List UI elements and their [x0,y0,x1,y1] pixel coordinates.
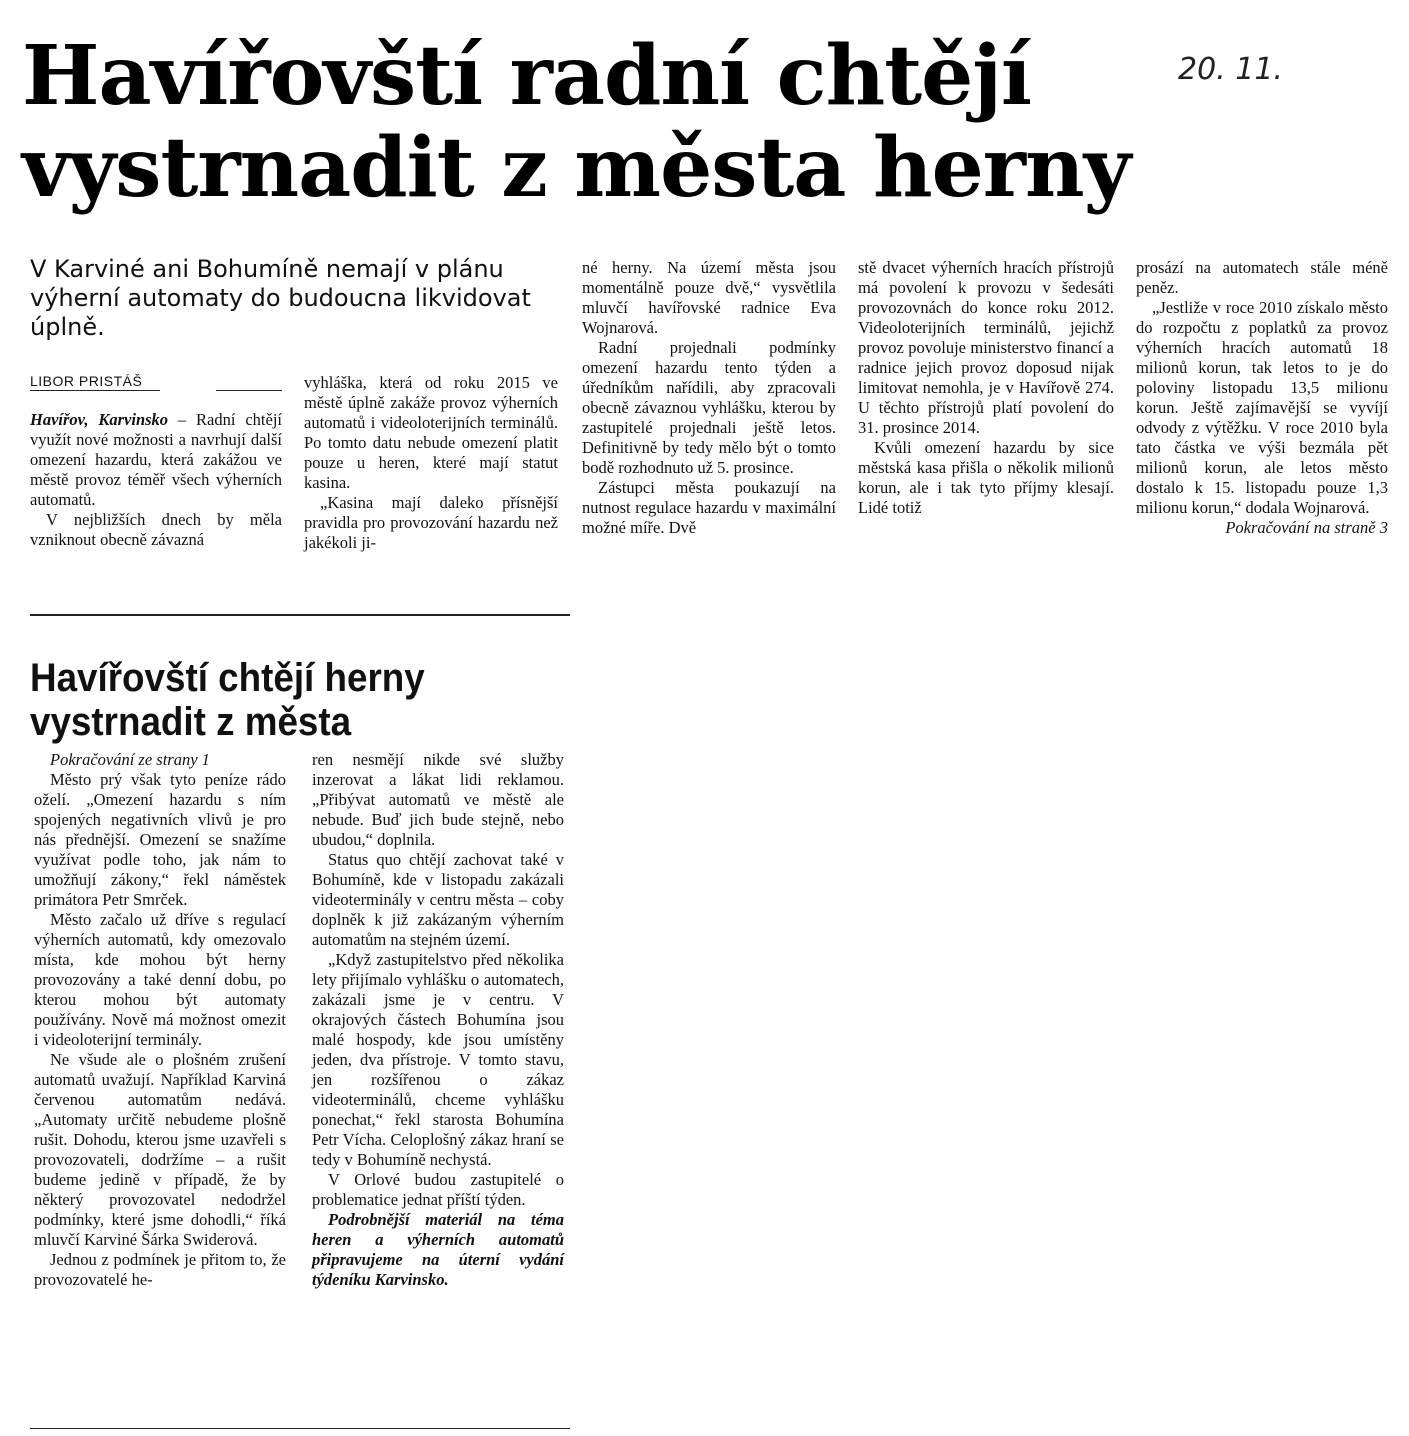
section-divider [30,614,570,616]
byline-rule-short [216,390,282,391]
article2-headline-line-1: Havířovští chtějí herny [30,656,425,700]
article2-headline-line-2: vystrnadit z města [30,700,352,744]
article2-col2-paragraph-4: V Orlové budou zastupitelé o problematice jednat příští týden. [312,1170,564,1209]
bottom-rule [30,1428,570,1429]
article1-column-5 [1136,258,1388,538]
article1-col1-paragraph-1 [30,410,282,510]
article2-col1-paragraph-3: Ne všude ale o plošném zrušení automatů uvažují. Například Karviná červenou automatům nedává. „Automaty určitě nebudeme plošně rušit. Dohodu, kterou jsme uzavřeli s provozovateli, dodržíme – a rušit budeme jedině v případě, že by některý provozovatel nedodržel podmínky, které jsme dohodli,“ říká mluvčí Karviné Šárka Swiderová. [34,1050,286,1249]
article2-headline [30,656,508,744]
article2-col1-paragraph-2: Město začalo už dříve s regulací výherních automatů, kdy omezovalo místa, kde mohou být herny provozovány a také denní dobu, po kterou mohou být automaty používány. Nově má možnost omezit i videoloterijní terminály. [34,910,286,1049]
byline-rule [30,390,160,391]
headline [22,30,1202,214]
dateline: Havířov, Karvinsko [30,410,169,429]
lead-paragraph: V Karviné ani Bohumíně nemají v plánu výherní automaty do budoucna likvidovat úplně. [30,255,531,341]
article1-col5-paragraph-2: „Jestliže v roce 2010 získalo město do rozpočtu z poplatků za provoz výherních hracích automatů 18 milionů korun, tak letos to je do poloviny listopadu 13,5 milionu korun. Ještě zajímavější se vyvíjí odvody z výtěžku. V roce 2010 byla tato částka ve výši bezmála pět milionů korun, ale letos město dostalo k 15. listopadu pouze 1,3 milionu korun,“ dodala Wojnarová. [1136,298,1388,517]
article1-col4-paragraph-1: stě dvacet výherních hracích přístrojů má povolení k provozu v šedesáti provozovnách do konce roku 2012. Videoloterijních terminálů, jejichž provoz povoluje ministerstvo financí a radnice jejich provoz doposud nijak limitovat nemohla, je v Havířově 274. U těchto přístrojů platí povolení do 31. prosince 2014. [858,258,1114,437]
article1-col1-p1-text: – Radní chtějí využít nové možnosti a navrhují další omezení hazardu, která zakážou ve městě provoz téměř všech výherních automatů. [30,410,282,509]
article1-col2-paragraph-2: „Kasina mají daleko přísnější pravidla pro provozování hazardu než jakékoli ji- [304,493,558,552]
continued-on-page-note: Pokračování na straně 3 [1225,518,1388,537]
article2-col2-paragraph-2: Status quo chtějí zachovat také v Bohumíně, kde v listopadu zakázali videoterminály v centru města – coby doplněk k již zakázaným výherním automatům na stejném území. [312,850,564,949]
article1-col4-paragraph-2: Kvůli omezení hazardu by sice městská kasa přišla o několik milionů korun, ale i tak tyto příjmy klesají. Lidé totiž [858,438,1114,517]
article2-col2-paragraph-1: ren nesmějí nikde své služby inzerovat a lákat lidi reklamou. „Přibývat automatů ve městě ale nebude. Buď jich bude stejně, nebo ubudou,“ doplnila. [312,750,564,849]
article1-col5-paragraph-1: prosází na automatech stále méně peněz. [1136,258,1388,297]
article1-col3-paragraph-2: Radní projednali podmínky omezení hazardu tento týden a úředníkům nařídili, aby zpracovali obecně závaznou vyhlášku, kterou by zastupitelé projednali ještě letos. Definitivně by tedy mělo být o tomto bodě rozhodnuto už 5. prosince. [582,338,836,477]
article1-column-4 [858,258,1114,518]
article1-column-1 [30,410,282,550]
article2-col1-paragraph-4: Jednou z podmínek je přitom to, že provozovatelé he- [34,1250,286,1289]
article1-col2-paragraph-1: vyhláška, která od roku 2015 ve městě úplně zakáže provoz výherních automatů i videoloterijních terminálů. Po tomto datu nebude omezení platit pouze u heren, které mají statut kasina. [304,373,558,492]
article2-col2-paragraph-3: „Když zastupitelstvo před několika lety přijímalo vyhlášku o automatech, zakázali jsme je v centru. V okrajových částech Bohumína jsou malé hospody, kde jsou umístěny jeden, dva přístroje. V tomto stavu, jen rozšířenou o zákaz videoterminálů, chceme vyhlášku ponechat,“ řekl starosta Bohumína Petr Vícha. Celoplošný zákaz hraní se tedy v Bohumíně nechystá. [312,950,564,1169]
article2-col1-paragraph-1: Město prý však tyto peníze rádo oželí. „Omezení hazardu s ním spojených negativních vlivů je pro nás přednější. Omezení se snažíme využívat podle toho, jak nám to umožňují zákony,“ řekl náměstek primátora Petr Smrček. [34,770,286,909]
article1-column-2 [304,373,558,553]
article1-col3-paragraph-3: Zástupci města poukazují na nutnost regulace hazardu v maximální možné míře. Dvě [582,478,836,537]
headline-line-2: vystrnadit z města herny [22,120,1131,216]
article1-column-3 [582,258,836,538]
article2-column-2 [312,750,564,1290]
article1-col3-paragraph-1: né herny. Na území města jsou momentálně pouze dvě,“ vysvětlila mluvčí havířovské radnice Eva Wojnarová. [582,258,836,337]
handwritten-date-note: 20. 11. [1178,52,1283,87]
byline: LIBOR PRISTÁŠ [30,373,143,389]
article2-column-1 [34,750,286,1290]
editorial-note: Podrobnější materiál na téma heren a výherních automatů připravujeme na úterní vydání týdeníku Karvinsko. [312,1210,564,1289]
article1-col1-paragraph-2: V nejbližších dnech by měla vzniknout obecně závazná [30,510,282,549]
continued-from-note: Pokračování ze strany 1 [50,750,210,769]
headline-line-1: Havířovští radní chtějí [22,28,1032,124]
